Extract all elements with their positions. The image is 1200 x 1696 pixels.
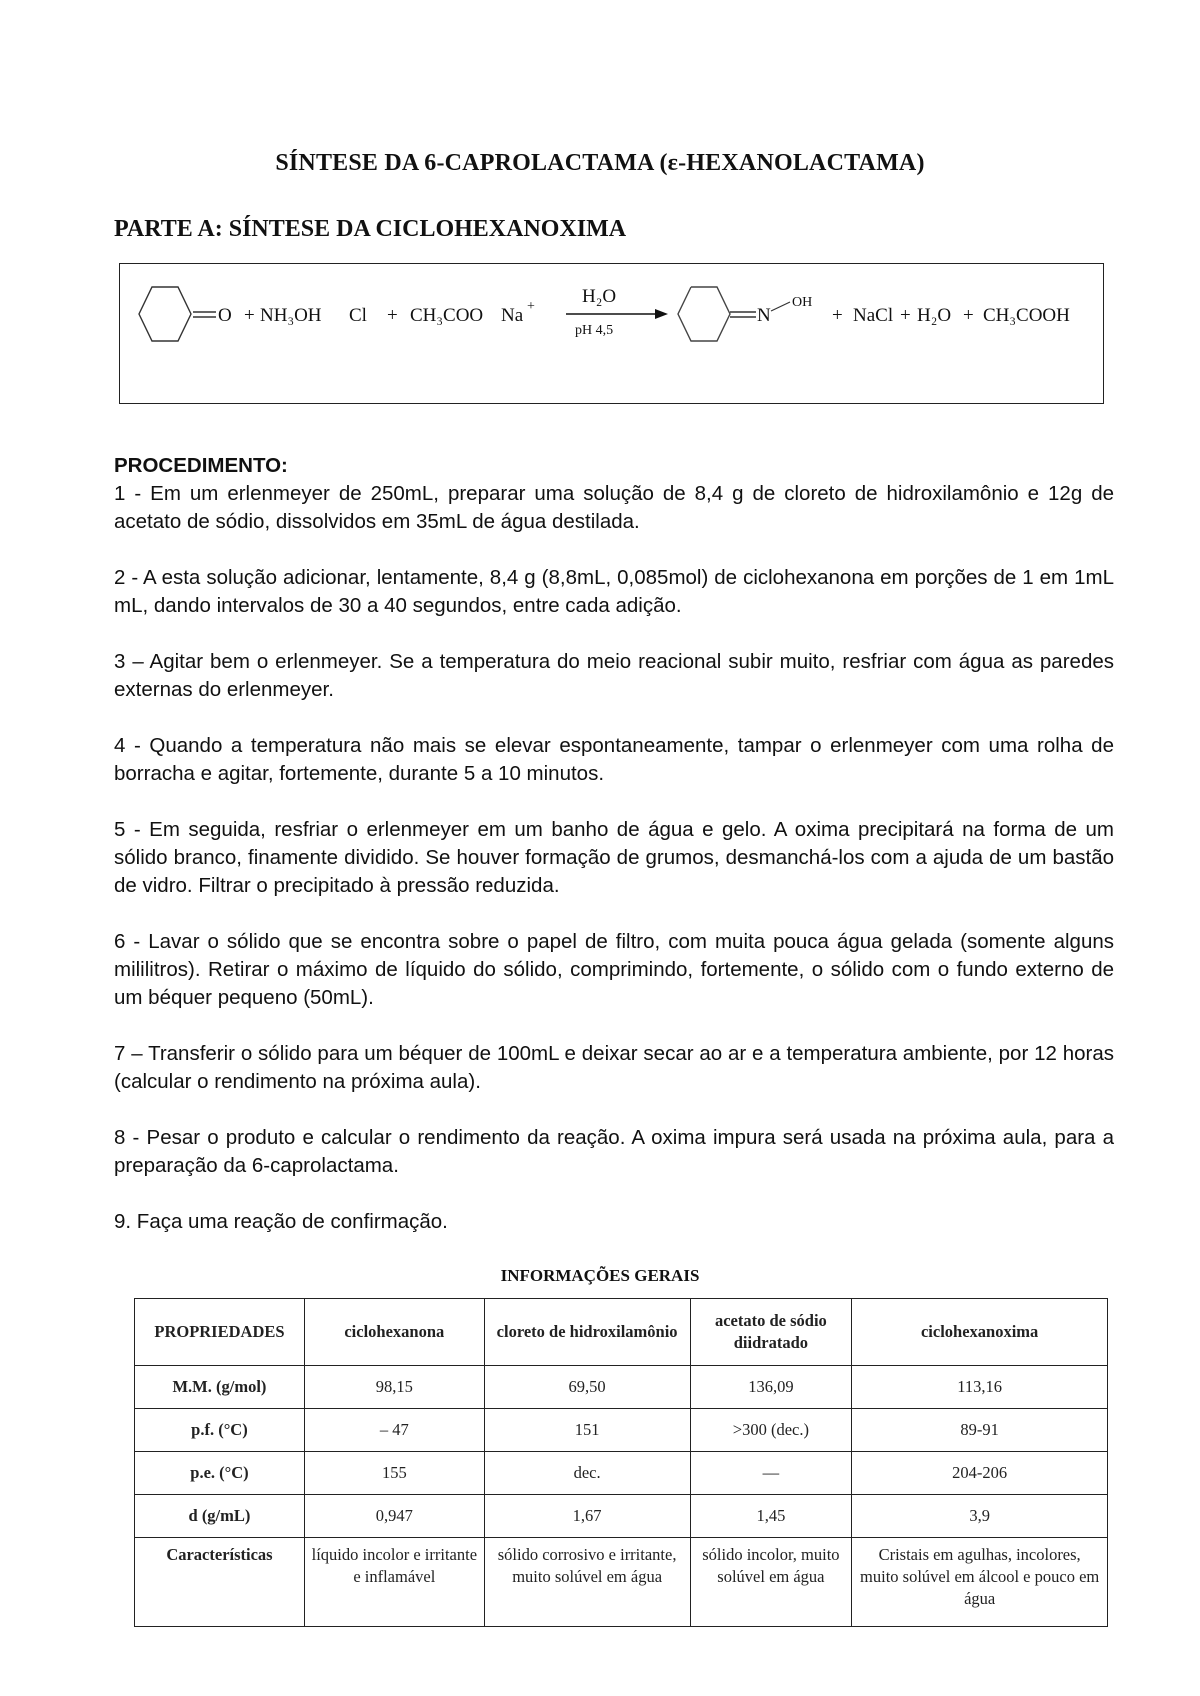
table-header-cell: acetato de sódio diidratado (690, 1299, 852, 1366)
table-cell: 0,947 (304, 1495, 484, 1538)
procedure-step: 8 - Pesar o produto e calcular o rendimento da reação. A oxima impura será usada na próxima aula, para a preparação da 6-caprolactama. (114, 1126, 1114, 1177)
table-cell: sólido corrosivo e irritante, muito solúvel em água (484, 1538, 690, 1627)
table-cell: 69,50 (484, 1366, 690, 1409)
table-header-cell: PROPRIEDADES (135, 1299, 305, 1366)
plus-1: + (244, 305, 255, 326)
table-header-cell: ciclohexanoxima (852, 1299, 1108, 1366)
procedure-step: 6 - Lavar o sólido que se encontra sobre o papel de filtro, com muita pouca água gelada (somente alguns mililitros). Retirar o máximo de líquido do sólido, comprimindo, fortemente, o sólido com o fundo externo de um béquer pequeno (50mL). (114, 930, 1114, 1009)
procedure-step: 9. Faça uma reação de confirmação. (114, 1210, 448, 1233)
table-cell: 204-206 (852, 1452, 1108, 1495)
product-acid: CH₃COOH (983, 305, 1070, 326)
properties-table (134, 1298, 1108, 1627)
ph-label: pH 4,5 (575, 323, 614, 338)
table-cell: 89-91 (852, 1409, 1108, 1452)
solvent-label: H₂O (582, 286, 617, 307)
procedure-step: 1 - Em um erlenmeyer de 250mL, preparar uma solução de 8,4 g de cloreto de hidroxilamônio e 12g de acetato de sódio, dissolvidos em 35mL de água destilada. (114, 482, 1114, 533)
plus-3: + (832, 305, 843, 326)
chloride-label: Cl (349, 305, 367, 326)
oxime-oh: OH (792, 295, 813, 310)
procedure-step: 2 - A esta solução adicionar, lentamente, 8,4 g (8,8mL, 0,085mol) de ciclohexanona em porções de 1 em 1mL mL, dando intervalos de 30 a 40 segundos, entre cada adição. (114, 566, 1114, 617)
plus-4: + (900, 305, 911, 326)
table-cell: >300 (dec.) (690, 1409, 852, 1452)
plus-5: + (963, 305, 974, 326)
reaction-scheme (119, 263, 1104, 404)
table-row-label: p.e. (°C) (135, 1452, 305, 1495)
table-cell: — (690, 1452, 852, 1495)
table-cell: Cristais em agulhas, incolores, muito solúvel em álcool e pouco em água (852, 1538, 1108, 1627)
procedure-section (114, 452, 1114, 1264)
cyclohexanone-ring-outline (137, 286, 204, 330)
table-row-label: p.f. (°C) (135, 1409, 305, 1452)
procedure-step: 3 – Agitar bem o erlenmeyer. Se a temperatura do meio reacional subir muito, resfriar com água as paredes externas do erlenmeyer. (114, 650, 1114, 701)
table-header-cell: ciclohexanona (304, 1299, 484, 1366)
table-row (135, 1538, 1108, 1627)
plus-2: + (387, 305, 398, 326)
oxime-nitrogen: N (757, 305, 771, 326)
table-row (135, 1366, 1108, 1409)
table-row (135, 1452, 1108, 1495)
section-title: PARTE A: SÍNTESE DA CICLOHEXANOXIMA (114, 216, 627, 242)
table-cell: líquido incolor e irritante e inflamável (304, 1538, 484, 1627)
table-cell: dec. (484, 1452, 690, 1495)
table-row-label: d (g/mL) (135, 1495, 305, 1538)
table-row (135, 1409, 1108, 1452)
page-title: SÍNTESE DA 6-CAPROLACTAMA (ε-HEXANOLACTAMA) (275, 150, 925, 176)
table-cell: 1,45 (690, 1495, 852, 1538)
sodium-charge: + (527, 299, 535, 314)
table-cell: – 47 (304, 1409, 484, 1452)
procedure-heading: PROCEDIMENTO: (114, 454, 288, 477)
reaction-arrowhead (655, 309, 668, 319)
sodium-label: Na (501, 305, 524, 326)
table-cell: 151 (484, 1409, 690, 1452)
oxime-ring (678, 287, 730, 341)
table-cell: 155 (304, 1452, 484, 1495)
table-row-label: M.M. (g/mol) (135, 1366, 305, 1409)
hydroxylamine-label: NH₃OH (260, 305, 322, 326)
table-row (135, 1495, 1108, 1538)
ketone-oxygen: O (218, 305, 232, 326)
table-cell: sólido incolor, muito solúvel em água (690, 1538, 852, 1627)
table-cell: 98,15 (304, 1366, 484, 1409)
table-cell: 1,67 (484, 1495, 690, 1538)
table-cell: 3,9 (852, 1495, 1108, 1538)
procedure-step: 5 - Em seguida, resfriar o erlenmeyer em um banho de água e gelo. A oxima precipitará na forma de um sólido branco, finamente dividido. Se houver formação de grumos, desmanchá-los com a ajuda de um bastão de vidro. Filtrar o precipitado à pressão reduzida. (114, 818, 1114, 897)
product-water: H₂O (917, 305, 952, 326)
procedure-step: 7 – Transferir o sólido para um béquer de 100mL e deixar secar ao ar e a temperatura ambiente, por 12 horas (calcular o rendimento na próxima aula). (114, 1042, 1114, 1093)
acetate-label: CH₃COO (410, 305, 484, 326)
table-cell: 113,16 (852, 1366, 1108, 1409)
cyclohexanone-ring (139, 287, 191, 341)
n-o-bond (771, 302, 790, 311)
table-caption: INFORMAÇÕES GERAIS (500, 1266, 700, 1285)
table-row-label: Características (135, 1538, 305, 1627)
product-nacl: NaCl (853, 305, 894, 326)
table-header-cell: cloreto de hidroxilamônio (484, 1299, 690, 1366)
table-cell: 136,09 (690, 1366, 852, 1409)
table-header-row (135, 1299, 1108, 1366)
procedure-step: 4 - Quando a temperatura não mais se elevar espontaneamente, tampar o erlenmeyer com uma rolha de borracha e agitar, fortemente, durante 5 a 10 minutos. (114, 734, 1114, 785)
reaction-svg (120, 264, 1105, 405)
